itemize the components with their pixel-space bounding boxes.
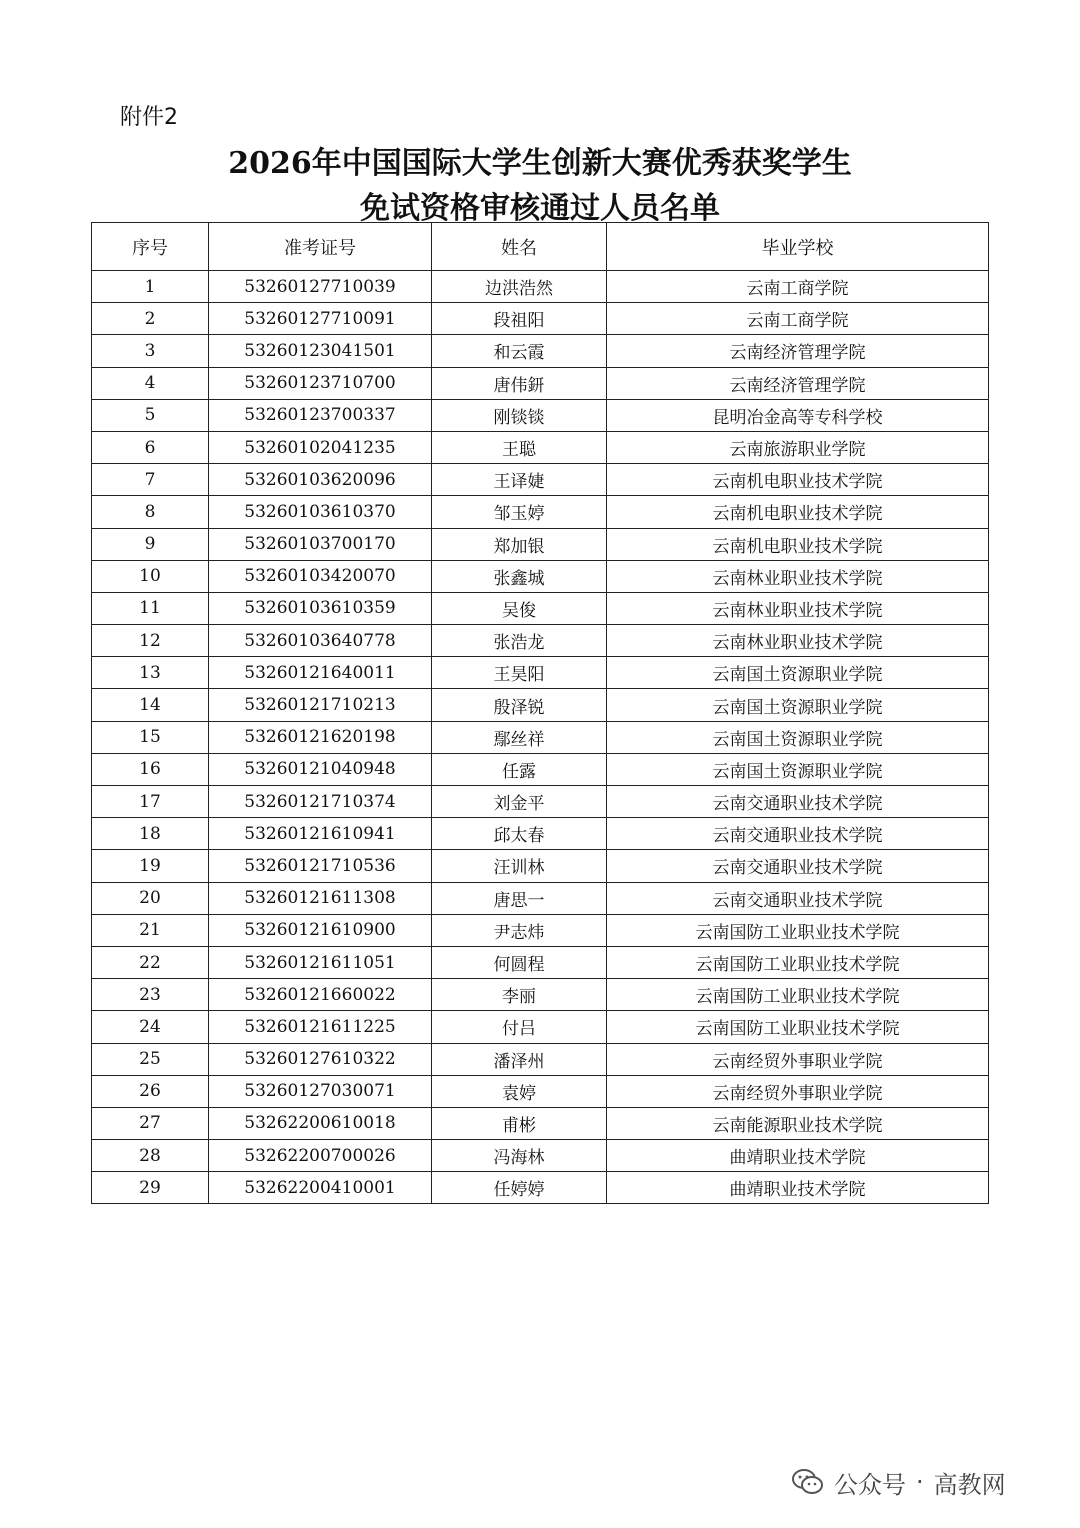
cell-exam-number: 53260103610359: [209, 592, 432, 624]
cell-school: 云南林业职业技术学院: [607, 592, 989, 624]
cell-name: 郑加银: [432, 528, 607, 560]
cell-exam-number: 53260123700337: [209, 399, 432, 431]
cell-index: 15: [92, 721, 209, 753]
table-row: [92, 1107, 989, 1139]
cell-school: 云南交通职业技术学院: [607, 786, 989, 818]
cell-name: 和云霞: [432, 335, 607, 367]
cell-index: 12: [92, 625, 209, 657]
cell-index: 9: [92, 528, 209, 560]
cell-school: 云南国防工业职业技术学院: [607, 914, 989, 946]
cell-school: 云南机电职业技术学院: [607, 464, 989, 496]
cell-school: 曲靖职业技术学院: [607, 1140, 989, 1172]
cell-school: 云南国土资源职业学院: [607, 721, 989, 753]
cell-exam-number: 53260127710039: [209, 271, 432, 303]
table-row: [92, 399, 989, 431]
cell-school: 云南经贸外事职业学院: [607, 1043, 989, 1075]
cell-exam-number: 53260121611308: [209, 882, 432, 914]
cell-name: 何圆程: [432, 946, 607, 978]
cell-exam-number: 53260103610370: [209, 496, 432, 528]
table-row: [92, 560, 989, 592]
cell-exam-number: 53260121611225: [209, 1011, 432, 1043]
table-row: [92, 1043, 989, 1075]
cell-school: 云南交通职业技术学院: [607, 818, 989, 850]
cell-name: 边洪浩然: [432, 271, 607, 303]
cell-school: 云南国土资源职业学院: [607, 657, 989, 689]
attachment-label: 附件2: [120, 105, 178, 130]
cell-index: 19: [92, 850, 209, 882]
cell-exam-number: 53260123710700: [209, 367, 432, 399]
header-index: 序号: [92, 223, 209, 271]
cell-name: 王聪: [432, 431, 607, 463]
cell-name: 付吕: [432, 1011, 607, 1043]
cell-exam-number: 53262200700026: [209, 1140, 432, 1172]
page-title-line2: 免试资格审核通过人员名单: [360, 191, 720, 226]
cell-name: 刘金平: [432, 786, 607, 818]
cell-school: 云南林业职业技术学院: [607, 625, 989, 657]
cell-exam-number: 53260103700170: [209, 528, 432, 560]
cell-school: 云南国防工业职业技术学院: [607, 946, 989, 978]
cell-exam-number: 53260127610322: [209, 1043, 432, 1075]
table-row: [92, 721, 989, 753]
cell-name: 张鑫城: [432, 560, 607, 592]
watermark-prefix: 公众号: [834, 1470, 906, 1499]
page-title-line1: 2026年中国国际大学生创新大赛优秀获奖学生: [228, 146, 852, 181]
cell-exam-number: 53262200410001: [209, 1172, 432, 1204]
cell-name: 鄢丝祥: [432, 721, 607, 753]
cell-index: 5: [92, 399, 209, 431]
table-row: [92, 431, 989, 463]
cell-index: 4: [92, 367, 209, 399]
table-row: [92, 335, 989, 367]
cell-name: 邹玉婷: [432, 496, 607, 528]
cell-index: 6: [92, 431, 209, 463]
cell-index: 7: [92, 464, 209, 496]
cell-name: 邱太春: [432, 818, 607, 850]
cell-exam-number: 53260121610941: [209, 818, 432, 850]
table-row: [92, 464, 989, 496]
cell-index: 26: [92, 1075, 209, 1107]
table-row: [92, 979, 989, 1011]
table-row: [92, 786, 989, 818]
table-row: [92, 367, 989, 399]
table-body: [92, 271, 989, 1204]
cell-name: 袁婷: [432, 1075, 607, 1107]
candidate-table: [91, 222, 989, 1204]
cell-index: 22: [92, 946, 209, 978]
cell-exam-number: 53260103620096: [209, 464, 432, 496]
cell-exam-number: 53260121710213: [209, 689, 432, 721]
cell-name: 任婷婷: [432, 1172, 607, 1204]
watermark-name: 高教网: [933, 1470, 1006, 1499]
table-row: [92, 818, 989, 850]
cell-index: 13: [92, 657, 209, 689]
cell-name: 尹志炜: [432, 914, 607, 946]
header-school: 毕业学校: [607, 223, 989, 271]
cell-school: 云南经贸外事职业学院: [607, 1075, 989, 1107]
cell-school: 云南工商学院: [607, 303, 989, 335]
cell-name: 甫彬: [432, 1107, 607, 1139]
table-row: [92, 625, 989, 657]
cell-index: 17: [92, 786, 209, 818]
cell-index: 25: [92, 1043, 209, 1075]
table-row: [92, 1011, 989, 1043]
table-row: [92, 303, 989, 335]
cell-school: 云南交通职业技术学院: [607, 850, 989, 882]
cell-index: 16: [92, 753, 209, 785]
table-row: [92, 1075, 989, 1107]
cell-school: 云南交通职业技术学院: [607, 882, 989, 914]
table-row: [92, 657, 989, 689]
cell-name: 王译婕: [432, 464, 607, 496]
cell-name: 王昊阳: [432, 657, 607, 689]
table-row: [92, 1172, 989, 1204]
cell-index: 27: [92, 1107, 209, 1139]
table-row: [92, 946, 989, 978]
table-header-row: [92, 223, 989, 271]
table-row: [92, 592, 989, 624]
cell-index: 2: [92, 303, 209, 335]
wechat-icon: [790, 1464, 826, 1500]
cell-exam-number: 53260103420070: [209, 560, 432, 592]
cell-exam-number: 53260103640778: [209, 625, 432, 657]
cell-name: 潘泽州: [432, 1043, 607, 1075]
table-row: [92, 753, 989, 785]
cell-name: 汪训林: [432, 850, 607, 882]
cell-name: 段祖阳: [432, 303, 607, 335]
cell-school: 曲靖职业技术学院: [607, 1172, 989, 1204]
cell-exam-number: 53260127030071: [209, 1075, 432, 1107]
cell-index: 8: [92, 496, 209, 528]
cell-index: 18: [92, 818, 209, 850]
table-row: [92, 914, 989, 946]
cell-index: 20: [92, 882, 209, 914]
cell-school: 昆明冶金高等专科学校: [607, 399, 989, 431]
cell-exam-number: 53260127710091: [209, 303, 432, 335]
cell-index: 28: [92, 1140, 209, 1172]
cell-exam-number: 53260121040948: [209, 753, 432, 785]
cell-school: 云南机电职业技术学院: [607, 528, 989, 560]
cell-name: 刚锬锬: [432, 399, 607, 431]
cell-school: 云南林业职业技术学院: [607, 560, 989, 592]
cell-index: 14: [92, 689, 209, 721]
cell-name: 李丽: [432, 979, 607, 1011]
cell-name: 殷泽锐: [432, 689, 607, 721]
watermark-separator: ·: [916, 1468, 924, 1496]
cell-school: 云南工商学院: [607, 271, 989, 303]
cell-exam-number: 53260121610900: [209, 914, 432, 946]
cell-index: 24: [92, 1011, 209, 1043]
cell-index: 21: [92, 914, 209, 946]
cell-name: 唐思一: [432, 882, 607, 914]
cell-school: 云南经济管理学院: [607, 335, 989, 367]
table-row: [92, 1140, 989, 1172]
cell-school: 云南旅游职业学院: [607, 431, 989, 463]
cell-index: 1: [92, 271, 209, 303]
cell-index: 3: [92, 335, 209, 367]
header-exam-number: 准考证号: [209, 223, 432, 271]
cell-school: 云南机电职业技术学院: [607, 496, 989, 528]
cell-exam-number: 53260121710374: [209, 786, 432, 818]
table-row: [92, 689, 989, 721]
cell-school: 云南国防工业职业技术学院: [607, 979, 989, 1011]
table-row: [92, 528, 989, 560]
cell-school: 云南国土资源职业学院: [607, 689, 989, 721]
cell-index: 23: [92, 979, 209, 1011]
table-row: [92, 496, 989, 528]
cell-name: 任露: [432, 753, 607, 785]
cell-exam-number: 53260121660022: [209, 979, 432, 1011]
table-row: [92, 850, 989, 882]
header-name: 姓名: [432, 223, 607, 271]
cell-school: 云南能源职业技术学院: [607, 1107, 989, 1139]
cell-school: 云南经济管理学院: [607, 367, 989, 399]
cell-exam-number: 53260123041501: [209, 335, 432, 367]
table-row: [92, 271, 989, 303]
cell-exam-number: 53262200610018: [209, 1107, 432, 1139]
cell-name: 冯海林: [432, 1140, 607, 1172]
cell-exam-number: 53260121611051: [209, 946, 432, 978]
watermark: [790, 1464, 1006, 1500]
cell-exam-number: 53260121640011: [209, 657, 432, 689]
cell-name: 张浩龙: [432, 625, 607, 657]
cell-exam-number: 53260102041235: [209, 431, 432, 463]
cell-exam-number: 53260121710536: [209, 850, 432, 882]
cell-school: 云南国土资源职业学院: [607, 753, 989, 785]
cell-index: 11: [92, 592, 209, 624]
table-row: [92, 882, 989, 914]
cell-name: 吴俊: [432, 592, 607, 624]
cell-name: 唐伟鈃: [432, 367, 607, 399]
cell-school: 云南国防工业职业技术学院: [607, 1011, 989, 1043]
cell-exam-number: 53260121620198: [209, 721, 432, 753]
cell-index: 29: [92, 1172, 209, 1204]
cell-index: 10: [92, 560, 209, 592]
